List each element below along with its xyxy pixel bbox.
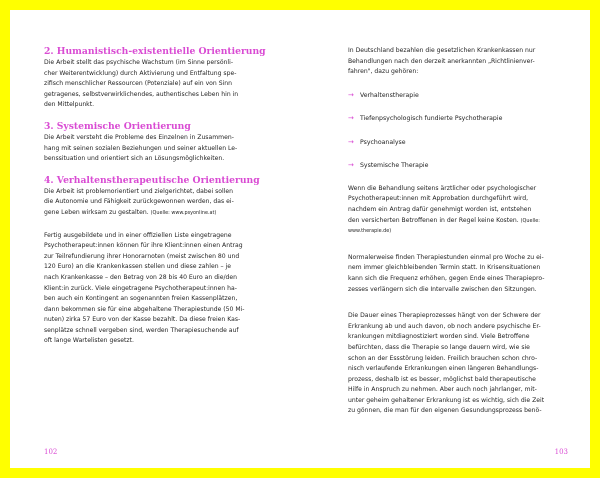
body-paragraph-frequency xyxy=(348,253,572,295)
text-line: Die Arbeit versteht die Probleme des Einzelnen in Zusammen- xyxy=(44,133,234,141)
arrow-right-icon: → xyxy=(348,114,354,123)
text-line: Behandlungen nach den derzeit anerkannten „Richtlinienver- xyxy=(348,57,535,65)
text-line: nachdem ein Antrag dafür genehmigt worden ist, entstehen xyxy=(348,205,532,213)
text-line: zu gönnen, die man für den eigenen Gesundungsprozess benö- xyxy=(348,407,542,415)
text-line: kann sich die Frequenz erhöhen, gegen Ende eines Therapiepro- xyxy=(348,274,545,282)
list-item-label: Tiefenpsychologisch fundierte Psychotherapie xyxy=(360,115,503,123)
text-line: Psychotherapeut:innen können für ihre Klient:innen einen Antrag xyxy=(44,242,243,250)
right-page xyxy=(300,10,590,468)
page-number-left: 102 xyxy=(44,448,58,456)
text-line: nuten) zirka 57 Euro von der Kasse bezahlt. Da diese freien Kas- xyxy=(44,316,241,324)
right-column xyxy=(348,46,572,417)
text-line: Wenn die Behandlung seitens ärztlicher oder psychologischer xyxy=(348,184,537,192)
text-line: In Deutschland bezahlen die gesetzlichen Krankenkassen nur xyxy=(348,47,536,54)
list-item xyxy=(348,113,572,124)
text-line: Hilfe in Anspruch zu nehmen. Aber auch noch jahrlanger, mit- xyxy=(348,386,537,394)
arrow-right-icon: → xyxy=(348,161,354,170)
text-line: ben auch ein Kontingent an sogenannten freien Kassenplätzen, xyxy=(44,295,238,303)
arrow-right-icon: → xyxy=(348,90,354,99)
text-line: unter geheim gehaltener Erkrankung ist es wichtig, sich die Zeit xyxy=(348,396,545,404)
text-line: zur Teilrefundierung ihrer Honorarnoten (meist zwischen 80 und xyxy=(44,252,240,260)
intro-paragraph xyxy=(348,46,572,78)
list-item xyxy=(348,90,572,101)
body-paragraph-costs xyxy=(348,184,572,237)
text-line: Psychotherapeut:innen mit Approbation durchgeführt wird, xyxy=(348,195,529,203)
text-line: prozess, deshalb ist es besser, möglichst bald therapeutische xyxy=(348,375,536,383)
text-line: die Autonomie und Fähigkeit zurückgewonnen werden, das ei- xyxy=(44,198,234,206)
arrow-right-icon: → xyxy=(348,137,354,146)
text-line: nem immer gleichbleibenden Termin statt. In Krisensituationen xyxy=(348,264,541,272)
text-line: Normalerweise finden Therapiestunden einmal pro Woche zu ei- xyxy=(348,253,544,261)
section-body-humanistic xyxy=(44,58,268,111)
section-heading-humanistic: 2. Humanistisch-existentielle Orientierung xyxy=(44,46,266,57)
text-line: zesses verlängern sich die Intervalle zwischen den Sitzungen. xyxy=(348,285,537,293)
text-line: zifisch menschlicher Ressourcen (Potenziale) auf ein von Sinn xyxy=(44,80,232,88)
list-item-label: Systemische Therapie xyxy=(360,162,429,170)
text-fragment: gene Leben wirksam zu gestalten. xyxy=(44,208,149,216)
text-line xyxy=(44,208,268,219)
body-paragraph-refund xyxy=(44,231,268,348)
text-line: cher Weiterentwicklung) durch Aktivierung und Entfaltung spe- xyxy=(44,69,237,77)
text-line: Fertig ausgebildete und in einer offiziellen Liste eingetragene xyxy=(44,231,232,239)
text-line: Klient:in zurück. Viele eingetragene Psychotherapeut:innen ha- xyxy=(44,284,237,292)
section-heading-systemic: 3. Systemische Orientierung xyxy=(44,120,191,132)
text-line: krankungen mitdiagnostiziert worden sind. Viele Betroffene xyxy=(348,333,530,341)
text-line: den Mittelpunkt. xyxy=(44,101,95,109)
text-line: oft lange Wartelisten gesetzt. xyxy=(44,337,134,345)
source-citation-end: www.therapie.de) xyxy=(348,228,392,235)
text-line: Die Dauer eines Therapieprozesses hängt von der Schwere der xyxy=(348,312,541,320)
text-line: senplätze schnell vergeben sind, werden Therapiesuchende auf xyxy=(44,326,239,334)
text-line: schon an der Essstörung leiden. Freilich brauchen schon chro- xyxy=(348,354,538,362)
source-citation-start: (Quelle: xyxy=(520,217,540,224)
list-item xyxy=(348,160,572,171)
text-line: fahren", dazu gehören: xyxy=(348,68,419,76)
text-line: nach Krankenkasse – den Betrag von 28 bis 40 Euro an die/den xyxy=(44,273,238,281)
left-page xyxy=(10,10,300,468)
section-body-systemic xyxy=(44,133,268,165)
text-line: dann bekommen sie für eine abgehaltene Therapiestunde (50 Mi- xyxy=(44,305,245,313)
list-item xyxy=(348,137,572,148)
text-line: hang mit seinen sozialen Beziehungen und seiner aktuellen Le- xyxy=(44,144,238,152)
list-item-label: Verhaltenstherapie xyxy=(360,91,419,99)
source-citation: (Quelle: www.psyonline.at) xyxy=(150,209,217,216)
text-line xyxy=(348,216,572,227)
text-line: Erkrankung ab und auch davon, ob noch andere psychische Er- xyxy=(348,322,541,330)
text-line: getragenes, selbstverwirklichendes, authentisches Leben hin in xyxy=(44,90,239,98)
section-heading-behavioral: 4. Verhaltenstherapeutische Orientierung xyxy=(44,174,260,186)
text-line: 120 Euro) an die Krankenkassen stellen und diese zahlen – je xyxy=(44,263,231,271)
text-line: befürchten, dass die Therapie so lange dauern wird, wie sie xyxy=(348,343,530,351)
text-fragment: den versicherten Betroffenen in der Regel keine Kosten. xyxy=(348,216,519,224)
text-line: nisch verlaufende Erkrankungen einen längeren Behandlungs- xyxy=(348,365,539,373)
text-line: benssituation und orientiert sich an Lösungsmöglichkeiten. xyxy=(44,155,225,163)
section-body-behavioral xyxy=(44,187,268,219)
body-paragraph-duration xyxy=(348,311,572,417)
left-column xyxy=(44,46,268,347)
text-line: Die Arbeit ist problemorientiert und zielgerichtet, dabei sollen xyxy=(44,187,234,195)
list-item-label: Psychoanalyse xyxy=(360,138,406,146)
page-number-right: 103 xyxy=(554,448,568,456)
therapy-list xyxy=(348,90,572,172)
text-line: Die Arbeit stellt das psychische Wachstum (im Sinne persönli- xyxy=(44,59,234,66)
book-spread xyxy=(10,10,590,468)
